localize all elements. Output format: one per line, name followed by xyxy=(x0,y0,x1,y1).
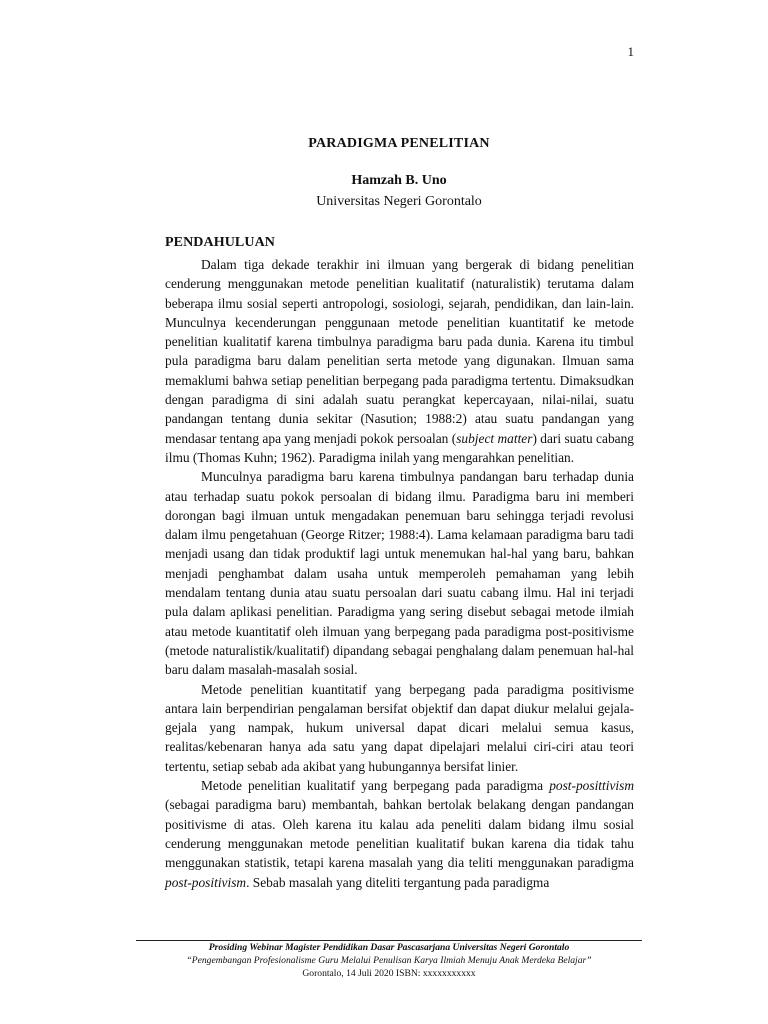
italic-term: subject matter xyxy=(456,430,533,446)
paragraph-text: Dalam tiga dekade terakhir ini ilmuan yang bergerak di bidang penelitian cenderung menggunakan metode penelitian kualitatif (naturalistik) terutama dalam beberapa ilmu sosial seperti antropologi, sosiologi, sejarah, pendidikan, dan lain-lain. Munculnya kecenderungan penggunaan metode penelitian kuantitatif ke metode penelitian kualitatif karena timbulnya paradigma baru pada dunia. Karena itu timbul pula paradigma baru dalam penelitian serta metode yang digunakan. Ilmuan sama memaklumi bahwa setiap penelitian berpegang pada paradigma tertentu. Dimaksudkan dengan paradigma di sini adalah suatu perangkat kepercayaan, nilai-nilai, suatu pandangan tentang dunia sekitar (Nasution; 1988:2) atau suatu pandangan yang mendasar tentang apa yang menjadi pokok persoalan ( xyxy=(165,257,634,446)
body-paragraph xyxy=(165,680,634,776)
paragraph-text: Munculnya paradigma baru karena timbulnya pandangan baru terhadap dunia atau terhadap suatu pokok persoalan di bidang ilmu. Paradigma baru ini memberi dorongan bagi ilmuan untuk mengadakan penemuan baru sehingga terjadi revolusi dalam ilmu pengetahuan (George Ritzer; 1988:4). Lama kelamaan paradigma baru tadi menjadi usang dan tidak produktif lagi untuk menemukan hal-hal yang baru, bahkan menjadi penghambat dalam usaha untuk memperoleh pemahaman yang lebih mendalam tentang dunia atau suatu persoalan dari suatu cabang ilmu. Hal ini terjadi pula dalam aplikasi penelitian. Paradigma yang sering disebut sebagai metode ilmiah atau metode kuantitatif oleh ilmuan yang berpegang pada paradigma post-positivisme (metode naturalistik/kualitatif) dipandang sebagai penghalang dalam penemuan hal-hal baru dalam masalah-masalah sosial. xyxy=(165,469,634,678)
paper-title: PARADIGMA PENELITIAN xyxy=(308,136,490,151)
italic-term: post-positivism xyxy=(165,874,247,890)
paragraph-text: (sebagai paradigma baru) membantah, bahkan bertolak belakang dengan pandangan positivisme di atas. Oleh karena itu kalau ada peneliti dalam bidang ilmu sosial cenderung menggunakan metode penelitian kualitatif bukan karena dia tidak tahu menggunakan statistik, tetapi karena masalah yang dia teliti menggunakan paradigma xyxy=(165,797,634,871)
footer-proceedings-title: Prosiding Webinar Magister Pendidikan Dasar Pascasarjana Universitas Negeri Gorontalo xyxy=(208,942,570,953)
title-block xyxy=(0,136,768,210)
paragraph-text: . Sebab masalah yang diteliti tergantung pada paradigma xyxy=(246,874,550,890)
paragraph-text: Metode penelitian kualitatif yang berpegang pada paradigma xyxy=(201,778,550,794)
paragraph-text: Metode penelitian kuantitatif yang berpegang pada paradigma positivisme antara lain berpendirian pengalaman bersifat objektif dan dapat diukur melalui gejala-gejala yang nampak, hukum universal dapat dicari melalui semua kasus, realitas/kebenaran hanya ada satu yang dapat dipelajari melalui ciri-ciri atau teori tertentu, setiap sebab ada akibat yang hubungannya bersifat linier. xyxy=(165,681,634,774)
body-paragraph xyxy=(165,776,634,892)
footer-date-isbn: Gorontalo, 14 Juli 2020 ISBN: xxxxxxxxxxx xyxy=(302,968,476,979)
page-number: 1 xyxy=(627,44,634,59)
body-text xyxy=(165,255,634,892)
page-footer xyxy=(136,941,642,980)
author-name: Hamzah B. Uno xyxy=(351,173,447,188)
author-affiliation: Universitas Negeri Gorontalo xyxy=(316,194,482,209)
body-paragraph xyxy=(165,255,634,467)
italic-term: post-posittivism xyxy=(549,778,634,794)
body-paragraph xyxy=(165,467,634,679)
section-heading: PENDAHULUAN xyxy=(165,235,275,250)
footer-theme: “Pengembangan Profesionalisme Guru Melalui Penulisan Karya Ilmiah Menuju Anak Merdeka Belajar” xyxy=(186,955,592,966)
paragraph-text: ) dari suatu cabang ilmu (Thomas Kuhn; 1962). Paradigma inilah yang mengarahkan penelitian. xyxy=(165,430,634,465)
